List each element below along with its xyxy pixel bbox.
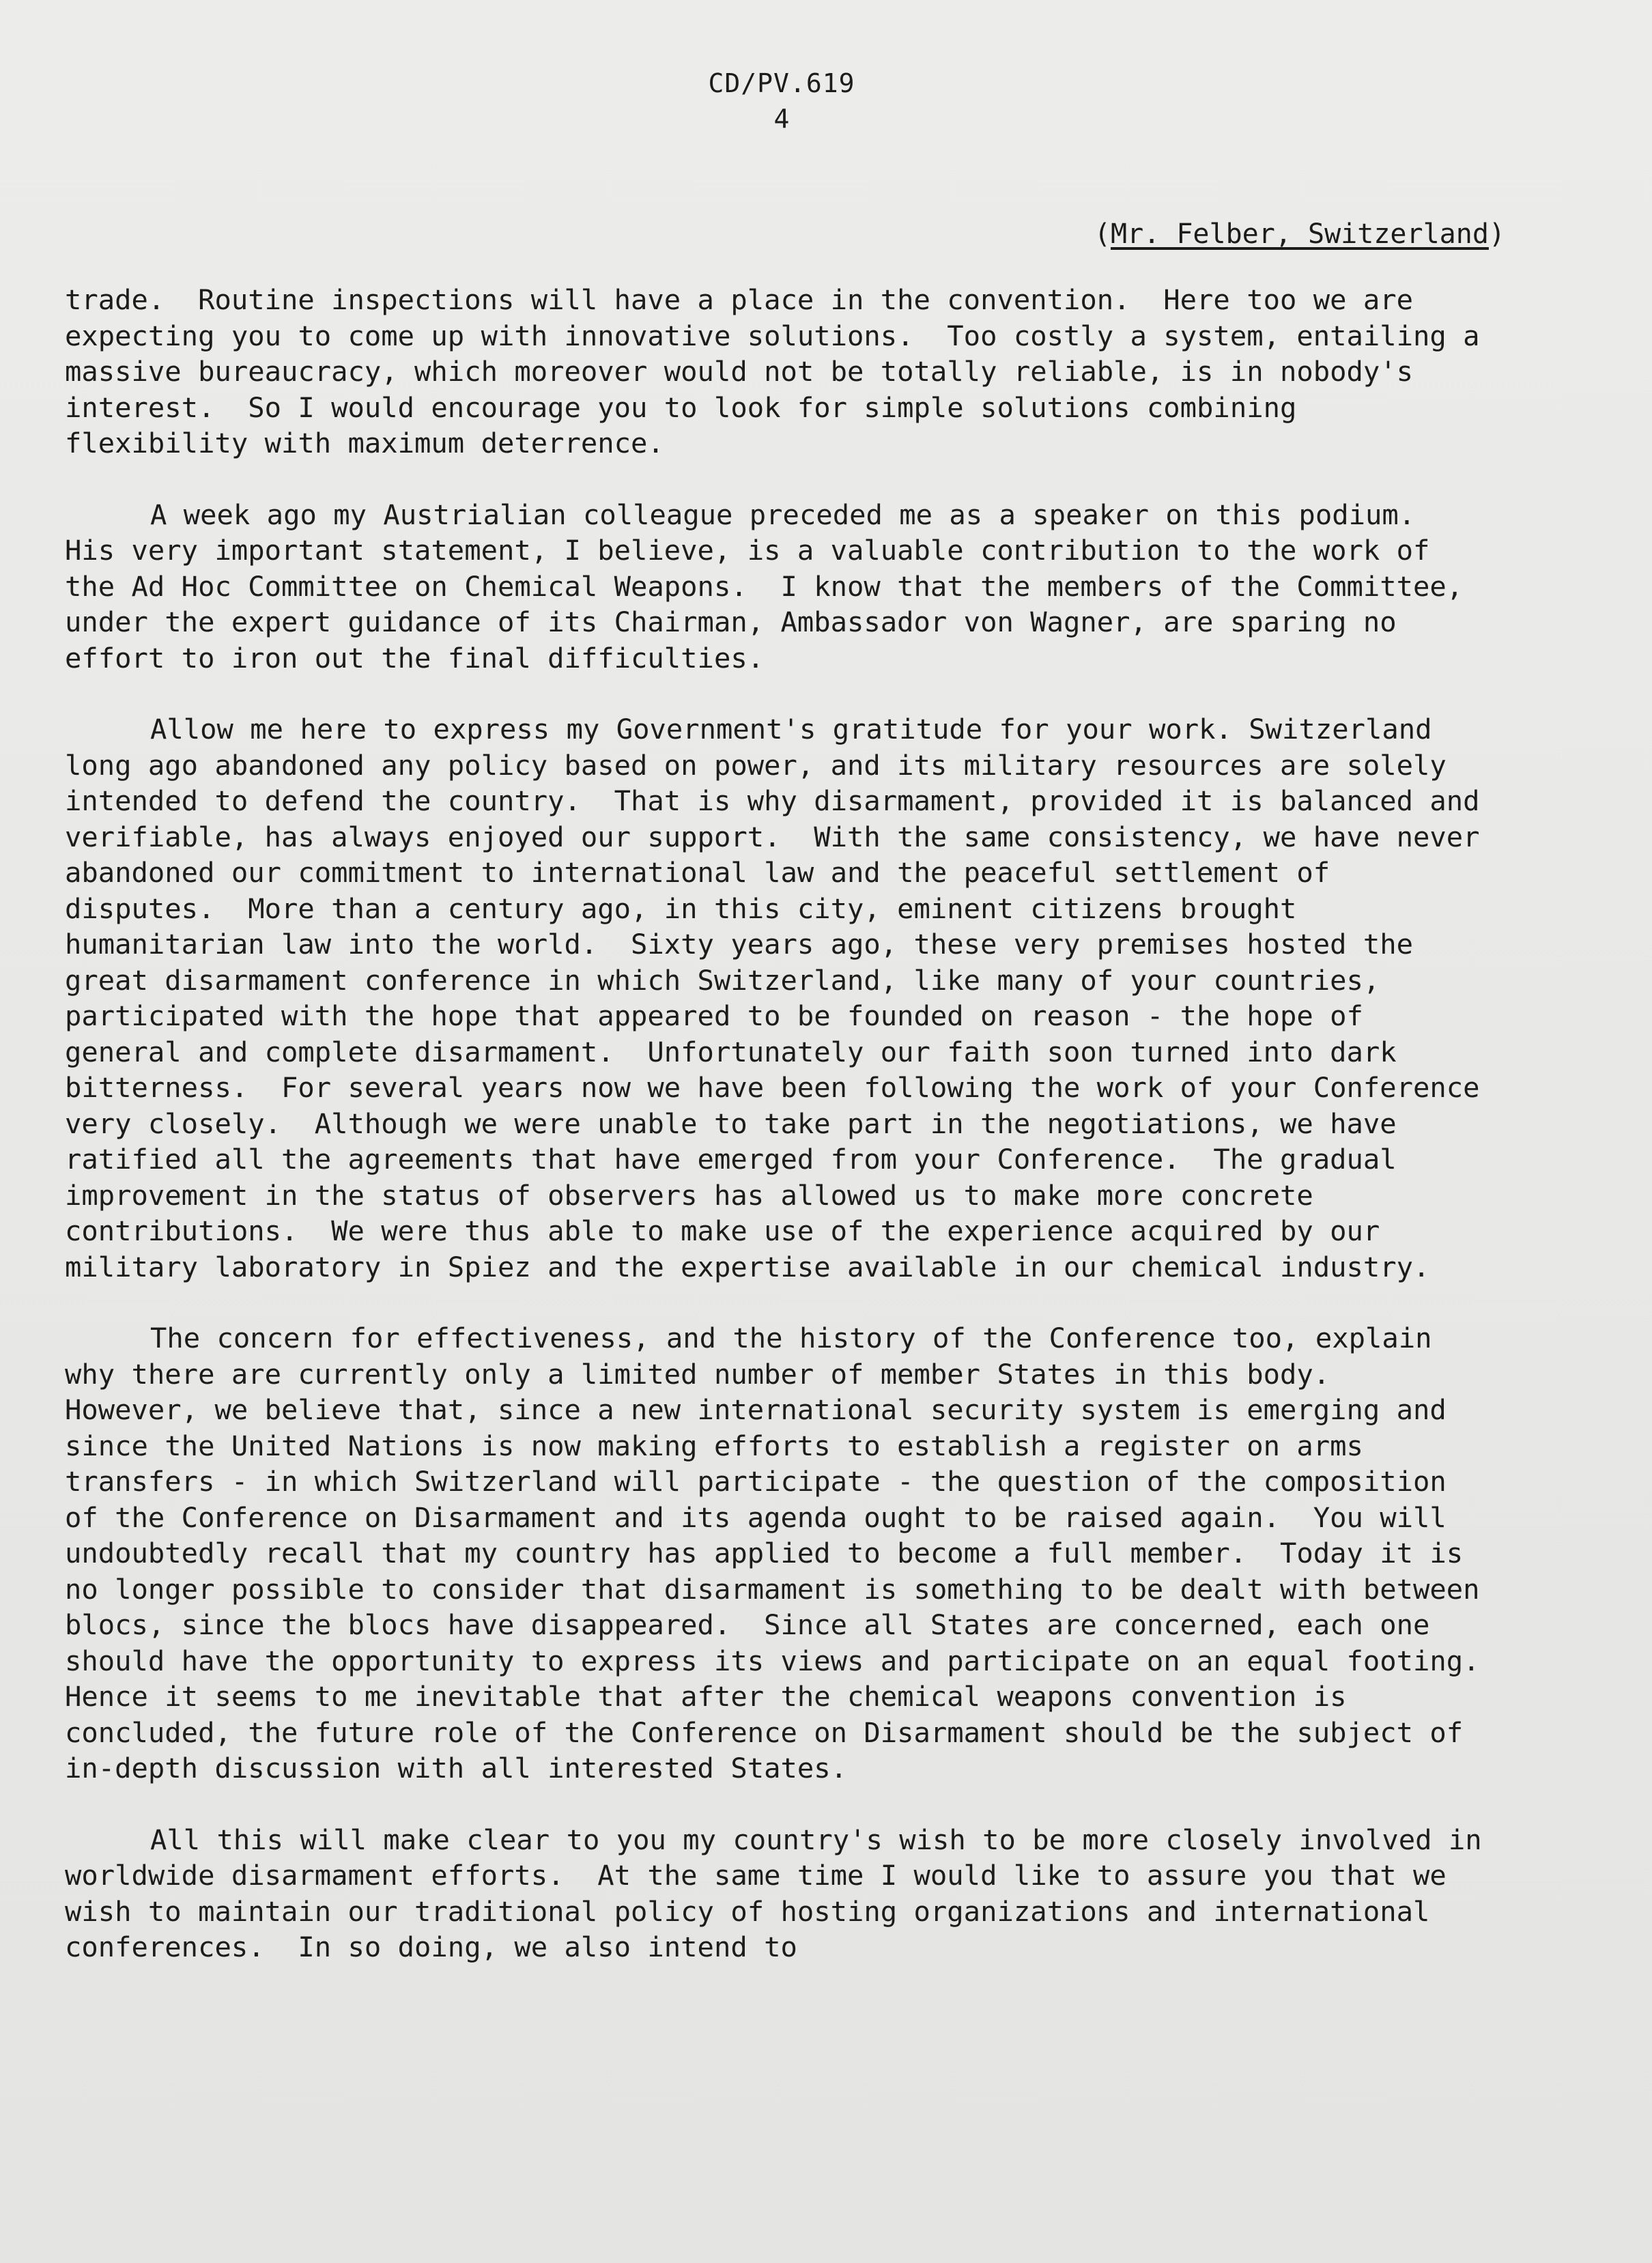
speaker-name: Mr. Felber, Switzerland: [1111, 218, 1489, 250]
paragraph-text: trade. Routine inspections will have a place in the convention. Here too we are expecting you to come up with innovative solutions. Too costly a system, entailing a massive bureaucracy, which moreover would not be totally reliable, is in nobody's interest. So I would encourage you to look for simple solutions combining flexibility with maximum deterrence.: [65, 283, 1496, 459]
paragraph: [65, 282, 1496, 461]
statement-body: [65, 282, 1513, 2001]
speaker-open-paren: (: [1094, 218, 1111, 250]
speaker-close-paren: ): [1488, 218, 1505, 250]
speaker-attribution: [1094, 217, 1505, 251]
page-number: 4: [773, 104, 790, 134]
paragraph-text: A week ago my Austrialian colleague preceded me as a speaker on this podium. His very important statement, I believe, is a valuable contribution to the work of the Ad Hoc Committee on Chemical Weapons. I know that the members of the Committee, under the expert guidance of its Chairman, Ambassador von Wagner, are sparing no effort to iron out the final difficulties.: [65, 498, 1480, 674]
paragraph: [65, 1822, 1499, 1965]
paragraph-text: The concern for effectiveness, and the history of the Conference too, explain why there are currently only a limited number of member States in this body. However, we believe that, since a new international security system is emerging and since the United Nations is now making efforts to establish a register on arms transfers - in which Switzerland will participate - the question of the composition of the Conference on Disarmament and its agenda ought to be raised again. You will undoubtedly recall that my country has applied to become a full member. Today it is no longer possible to consider that disarmament is something to be dealt with between blocs, since the blocs have disappeared. Since all States are concerned, each one should have the opportunity to express its views and participate on an equal footing. Hence it seems to me inevitable that after the chemical weapons convention is concluded, the future role of the Conference on Disarmament should be the subject of in-depth discussion with all interested States.: [65, 1322, 1513, 1784]
document-symbol: CD/PV.619: [708, 68, 855, 98]
paragraph-text: Allow me here to express my Government's gratitude for your work. Switzerland long ago abandoned any policy based on power, and its military resources are solely intended to defend the country. That is why disarmament, provided it is balanced and verifiable, has always enjoyed our support. With the same consistency, we have never abandoned our commitment to international law and the peaceful settlement of disputes. More than a century ago, in this city, eminent citizens brought humanitarian law into the world. Sixty years ago, these very premises hosted the great disarmament conference in which Switzerland, like many of your countries, participated with the hope that appeared to be founded on reason - the hope of general and complete disarmament. Unfortunately our faith soon turned into dark bitterness. For several years now we have been following the work of your Conference very closely. Although we were unable to take part in the negotiations, we have ratified all the agreements that have emerged from your Conference. The gradual improvement in the status of observers has allowed us to make more concrete contributions. We were thus able to make use of the experience acquired by our military laboratory in Spiez and the expertise available in our chemical industry.: [65, 713, 1496, 1283]
paragraph: [65, 497, 1492, 677]
paragraph: [65, 711, 1496, 1285]
paragraph: [65, 1320, 1513, 1787]
paragraph-text: All this will make clear to you my country's wish to be more closely involved in worldwide disarmament efforts. At the same time I would like to assure you that we wish to maintain our traditional policy of hosting organizations and international conferences. In so doing, we also intend to: [65, 1823, 1499, 1963]
